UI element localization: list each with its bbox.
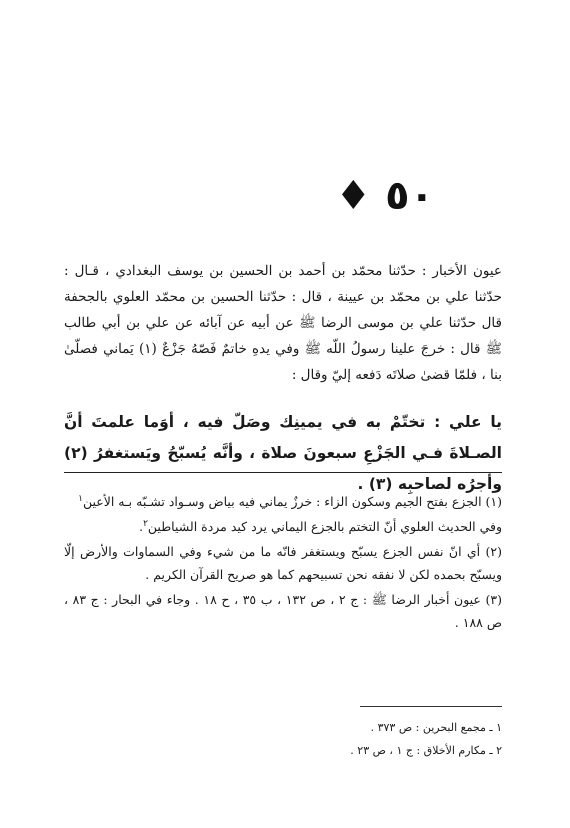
commentary-notes bbox=[64, 490, 502, 636]
note-2: (٢) أي انّ نفس الجزع يسبّح ويستغفر فانّه ما من شيء وفي السماوات والأرض إلّا ويسبّح بحمده لكن لا نفقه نحن تسبيحهم كما هو صريح القرآن الكريم . bbox=[64, 544, 502, 582]
footnotes bbox=[68, 716, 502, 762]
hadith-number: ٥٠ ♦ bbox=[335, 173, 434, 219]
note-1b: وفي الحديث العلوي أنّ التختم بالجزع اليماني يرد كيد مردة الشياطين$^٢$. bbox=[139, 518, 502, 534]
footnote-ref-2[interactable]: ٢ bbox=[143, 518, 148, 529]
narration-paragraph: عيون الأخبار : حدّثنا محمّد بن أحمد بن الحسين بن يوسف البغدادي ، قـال : حدّثنا علي بن محمّد بن عيينة ، قال : حدّثنا الحسين بن محمّد العلوي بالجحفة قال حدّثنا علي بن موسى الرضا ﷺ عن أبيه عن آبائه عن علي بن أبي طالب ﷺ قال : خرجَ علينا رسولُ اللّه ﷺ وفي يدهِ خاتمٌ فَصّهُ جَزْعٌ (١) يَماني فصلّىٰ بنا ، فلمّا قضىٰ صلاتَه دَفعه إليّ وقال : bbox=[64, 263, 502, 383]
hadith-narration bbox=[64, 258, 502, 388]
footnote-ref-1[interactable]: ١ bbox=[78, 493, 83, 504]
section-divider bbox=[64, 472, 502, 473]
footnote-1: ١ ـ مجمع البحرين : ص ٣٧٣ . bbox=[370, 721, 502, 734]
prophet-quote: يا علي : تختّمْ به في يمينِك وصَلّ فيه ، أوَما علمتَ أنَّ الصـلاةَ فـي الجَزْعِ سبعونَ صلاة ، وأنَّه يُسبّحُ ويَستغفرُ (٢) وأجرُه لصاحبِه (٣) . bbox=[64, 413, 502, 493]
footnote-2: ٢ ـ مكارم الأخلاق : ج ١ ، ص ٢٣ . bbox=[350, 744, 502, 757]
footnote-divider bbox=[360, 706, 502, 707]
note-3: (٣) عيون أخبار الرضا ﷺ : ج ٢ ، ص ١٣٢ ، ب ٣٥ ، ح ١٨ . وجاء في البحار : ج ٨٣ ، ص ١٨٨ . bbox=[64, 592, 502, 630]
note-1: (١) الجزع بفتح الجيم وسكون الزاء : خرزٌ يماني فيه بياض وسـواد تشـبّه بـه الأعين$^١$ bbox=[78, 493, 502, 509]
